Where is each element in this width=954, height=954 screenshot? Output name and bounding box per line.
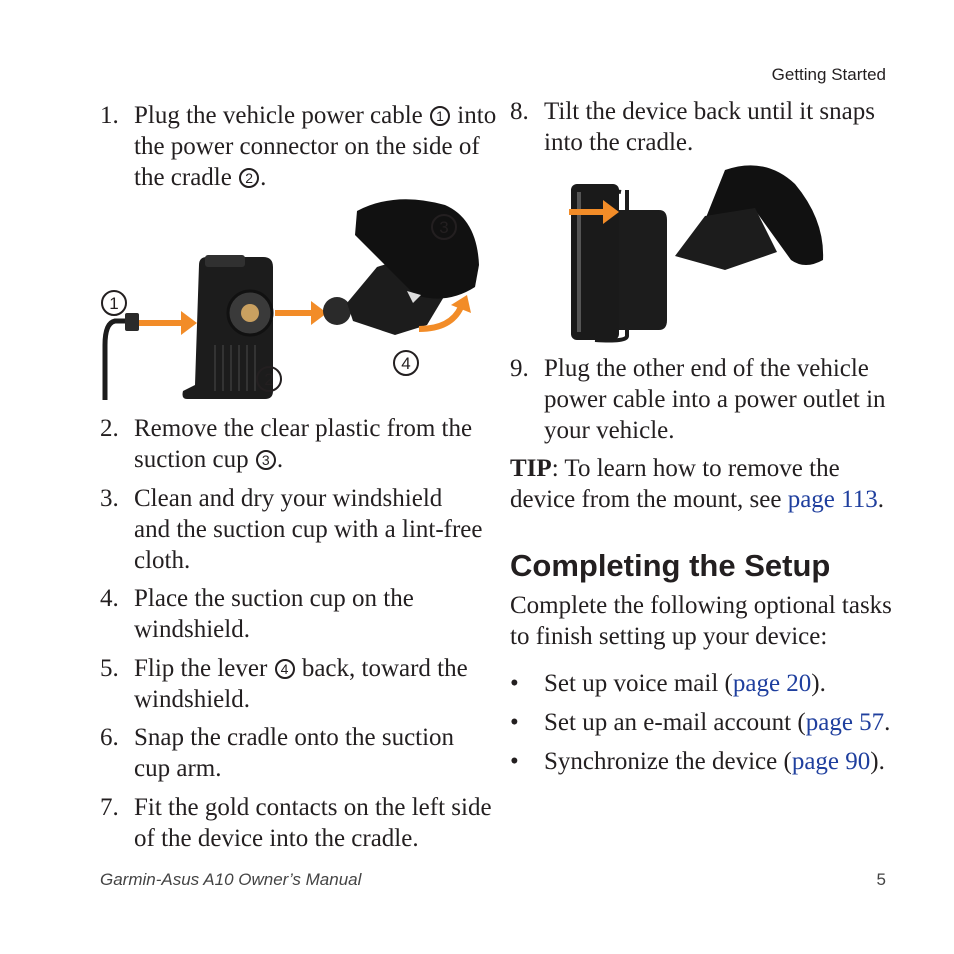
step-number: 8. <box>510 98 529 125</box>
step-text: the cradle <box>134 164 232 191</box>
step-text: your vehicle. <box>544 417 675 444</box>
step-text: of the device into the cradle. <box>134 825 419 852</box>
footer-manual-title: Garmin-Asus A10 Owner’s Manual <box>100 870 362 889</box>
left-column-steps <box>100 0 500 954</box>
step-text: into the cradle. <box>544 129 694 156</box>
step-text: suction cup <box>134 446 249 473</box>
step-text: and the suction cup with a lint-free <box>134 516 483 543</box>
step-number: 9. <box>510 355 529 382</box>
bullet-dot: • <box>510 748 519 775</box>
callout-3: 3 <box>256 450 276 470</box>
step-text: Plug the other end of the vehicle <box>544 355 869 382</box>
step-number: 7. <box>100 794 119 821</box>
running-header: Getting Started <box>771 65 886 84</box>
bullet-text: ). <box>870 748 885 775</box>
step-text: Remove the clear plastic from the <box>134 415 473 442</box>
step-number: 2. <box>100 415 119 442</box>
bullet-text: Synchronize the device ( <box>544 748 792 775</box>
step-number: 3. <box>100 485 119 512</box>
step-text: cloth. <box>134 547 191 574</box>
step-number: 1. <box>100 102 119 129</box>
bullet-synchronize <box>510 746 900 777</box>
bullet-text: Set up an e-mail account ( <box>544 709 806 736</box>
tip-page-link[interactable]: page 113 <box>787 486 878 513</box>
bullet-dot: • <box>510 709 519 736</box>
step-text: Snap the cradle onto the suction <box>134 724 455 751</box>
step-number: 4. <box>100 585 119 612</box>
figure-callout-2: 2 <box>256 366 282 392</box>
bullet-text: . <box>884 709 891 736</box>
step-text: back, toward the <box>301 655 468 682</box>
section-heading: Completing the Setup <box>510 548 831 583</box>
step-text: . <box>260 164 267 191</box>
tip-label: TIP <box>510 455 552 482</box>
step-number: 6. <box>100 724 119 751</box>
figure-callout-1: 1 <box>101 290 127 316</box>
step-number: 5. <box>100 655 119 682</box>
step-text: Plug the vehicle power cable <box>134 102 423 129</box>
bullet-text: ). <box>811 670 826 697</box>
callout-4: 4 <box>275 659 295 679</box>
step-text: windshield. <box>134 616 250 643</box>
step-text: Tilt the device back until it snaps <box>544 98 875 125</box>
step-text: Clean and dry your windshield <box>134 485 443 512</box>
figure-callout-4: 4 <box>393 350 419 376</box>
callout-1: 1 <box>430 106 450 126</box>
step-text: cup arm. <box>134 755 222 782</box>
bullet-dot: • <box>510 670 519 697</box>
page-link[interactable]: page 20 <box>732 670 812 697</box>
page-link[interactable]: page 57 <box>805 709 885 736</box>
figure-callout-3: 3 <box>431 214 457 240</box>
footer-page-number: 5 <box>876 870 886 889</box>
callout-2: 2 <box>239 168 259 188</box>
step-text: windshield. <box>134 686 250 713</box>
intro-text: Complete the following optional tasks <box>510 592 892 619</box>
step-text: into <box>457 102 497 129</box>
tip-paragraph <box>510 453 884 515</box>
bullet-voice-mail <box>510 668 900 699</box>
bullet-text: Set up voice mail ( <box>544 670 733 697</box>
step-text: power cable into a power outlet in <box>544 386 886 413</box>
step-text: Fit the gold contacts on the left side <box>134 794 492 821</box>
intro-paragraph <box>510 590 892 652</box>
tip-text: . <box>877 486 884 513</box>
tip-text: device from the mount, see <box>510 486 788 513</box>
intro-text: to finish setting up your device: <box>510 623 828 650</box>
step-text: the power connector on the side of <box>134 133 480 160</box>
page-link[interactable]: page 90 <box>791 748 871 775</box>
step-text: Flip the lever <box>134 655 268 682</box>
bullet-email-account <box>510 707 900 738</box>
tip-text: : To learn how to remove the <box>551 455 840 482</box>
step-text: . <box>276 446 284 473</box>
step-text: Place the suction cup on the <box>134 585 414 612</box>
